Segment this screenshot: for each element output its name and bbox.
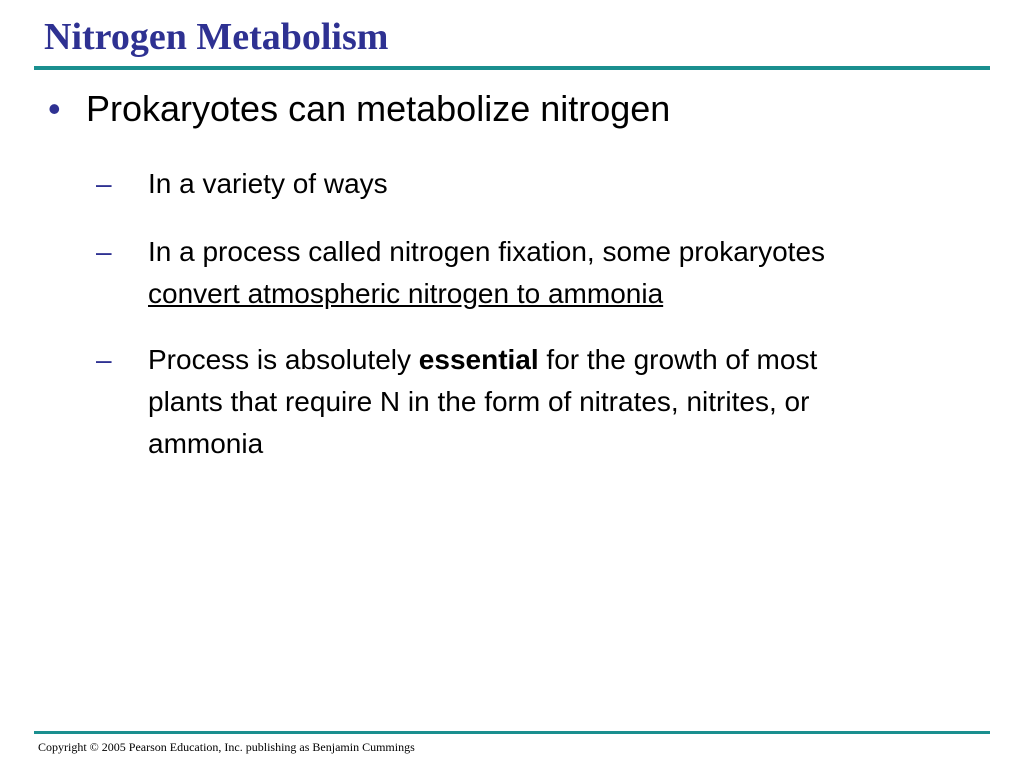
sub-bullet-2-line-1: In a process called nitrogen fixation, some prokaryotes (148, 236, 826, 267)
sub-bullet-marker: – (96, 344, 112, 375)
title-divider (34, 66, 990, 70)
bullet-marker: • (48, 88, 61, 129)
copyright-footer: Copyright © 2005 Pearson Education, Inc. publishing as Benjamin Cummings (38, 740, 415, 754)
sub-bullet-3-line-2: plants that require N in the form of nitrates, nitrites, or (148, 386, 810, 417)
slide-title: Nitrogen Metabolism (44, 16, 389, 58)
sub-bullet-3-line-3: ammonia (148, 428, 264, 459)
sub-bullet-3-line-1 (148, 339, 978, 381)
sub-bullet-2-underlined-text: convert atmospheric nitrogen to ammonia (148, 278, 664, 309)
bullet-text: Prokaryotes can metabolize nitrogen (86, 88, 671, 129)
sub-bullet-3-text-after: for the growth of most (538, 344, 818, 375)
sub-bullet-3-text-before: Process is absolutely (148, 344, 419, 375)
sub-bullet-3-bold-text: essential (418, 344, 539, 375)
sub-bullet-marker: – (96, 168, 112, 199)
sub-bullet-1-text: In a variety of ways (148, 168, 388, 199)
footer-divider (34, 731, 990, 734)
sub-bullet-marker: – (96, 236, 112, 267)
